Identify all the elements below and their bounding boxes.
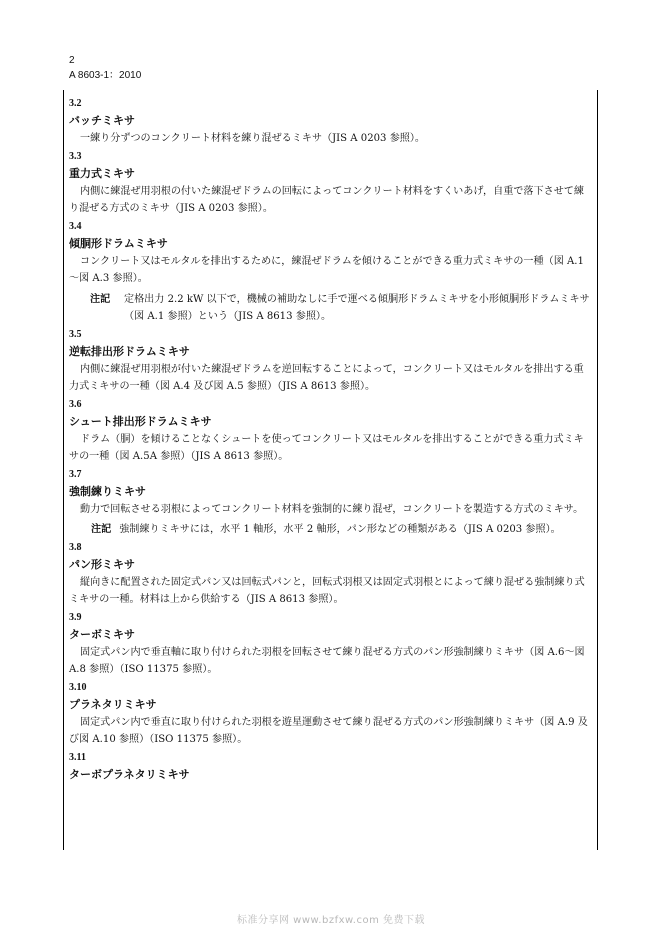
page-number: 2 <box>69 55 75 66</box>
note-text: 強制練りミキサには，水平 1 軸形，水平 2 軸形，パン形などの種類がある（JIS A 0203 参照）。 <box>119 524 561 535</box>
section-number: 3.6 <box>69 398 82 410</box>
left-margin-rule <box>63 90 64 850</box>
section-definition: 固定式パン内で垂直軸に取り付けられた羽根を回転させて練り混ぜる方式のパン形強制練りミキサ（図 A.6～図 A.8 参照）（ISO 11375 参照）。 <box>69 646 585 675</box>
section-3-5 <box>69 329 593 396</box>
section-number: 3.2 <box>69 98 82 109</box>
note-label: 注記 <box>90 293 111 305</box>
section-3-2 <box>69 98 593 148</box>
section-number: 3.11 <box>69 751 86 763</box>
right-margin-rule <box>597 90 598 850</box>
section-title: 強制練りミキサ <box>69 484 146 498</box>
section-3-6 <box>69 399 593 466</box>
section-number: 3.5 <box>69 328 82 340</box>
section-definition: 固定式パン内で垂直に取り付けられた羽根を遊星運動させて練り混ぜる方式のパン形強制練りミキサ（図 A.9 及び図 A.10 参照）（ISO 11375 参照）。 <box>69 716 588 745</box>
section-number: 3.10 <box>69 681 87 693</box>
section-note <box>69 291 593 326</box>
section-definition: 内側に練混ぜ用羽根の付いた練混ぜドラムの回転によってコンクリート材料をすくいあげ，自重で落下させて練り混ぜる方式のミキサ（JIS A 0203 参照）。 <box>69 185 584 214</box>
section-title: ターボミキサ <box>69 627 135 641</box>
section-title: シュート排出形ドラムミキサ <box>69 414 212 428</box>
section-number: 3.7 <box>69 468 82 480</box>
note-text: 定格出力 2.2 kW 以下で，機械の補助なしに手で運べる傾胴形ドラムミキサを小形傾胴形ドラムミキサ（図 A.1 参照）という（JIS A 8613 参照）。 <box>124 293 590 322</box>
section-3-3 <box>69 151 593 218</box>
section-title: パン形ミキサ <box>69 557 135 571</box>
page-header <box>69 54 141 82</box>
section-number: 3.3 <box>69 150 82 162</box>
section-3-4 <box>69 221 593 326</box>
section-definition: 一練り分ずつのコンクリート材料を練り混ぜるミキサ（JIS A 0203 参照）。 <box>80 133 426 144</box>
section-3-11 <box>69 752 593 784</box>
section-number: 3.8 <box>69 541 82 553</box>
section-title: ターボプラネタリミキサ <box>69 767 190 781</box>
section-3-9 <box>69 612 593 679</box>
section-number: 3.4 <box>69 220 82 232</box>
section-definition: ドラム（胴）を傾けることなくシュートを使ってコンクリート又はモルタルを排出することができる重力式ミキサの一種（図 A.5A 参照）（JIS A 8613 参照）。 <box>69 433 584 462</box>
section-definition: コンクリート又はモルタルを排出するために，練混ぜドラムを傾けることができる重力式ミキサの一種（図 A.1～図 A.3 参照）。 <box>69 255 584 284</box>
section-title: バッチミキサ <box>69 114 135 127</box>
section-title: 重力式ミキサ <box>69 166 135 180</box>
site-watermark: 标准分享网 www.bzfxw.com 免费下载 <box>237 915 425 926</box>
section-number: 3.9 <box>69 611 82 623</box>
note-label: 注記 <box>91 524 112 535</box>
section-definition: 動力で回転させる羽根によってコンクリート材料を強制的に練り混ぜ，コンクリートを製造する方式のミキサ。 <box>80 503 584 515</box>
section-3-8 <box>69 542 593 609</box>
section-title: プラネタリミキサ <box>69 697 157 711</box>
document-body <box>69 96 593 784</box>
section-definition: 縦向きに配置された固定式パン又は回転式パンと，回転式羽根又は固定式羽根とによって練り混ぜる強制練り式ミキサの一種。材料は上から供給する（JIS A 8613 参照）。 <box>69 576 585 605</box>
section-definition: 内側に練混ぜ用羽根が付いた練混ぜドラムを逆回転することによって，コンクリート又はモルタルを排出する重力式ミキサの一種（図 A.4 及び図 A.5 参照）（JIS A 8613 参照）。 <box>69 363 584 392</box>
section-3-10 <box>69 682 593 749</box>
section-3-7 <box>69 469 593 539</box>
section-title: 逆転排出形ドラムミキサ <box>69 344 190 358</box>
standard-code: A 8603-1：2010 <box>69 70 142 81</box>
section-note <box>69 521 593 539</box>
section-title: 傾胴形ドラムミキサ <box>69 236 168 250</box>
